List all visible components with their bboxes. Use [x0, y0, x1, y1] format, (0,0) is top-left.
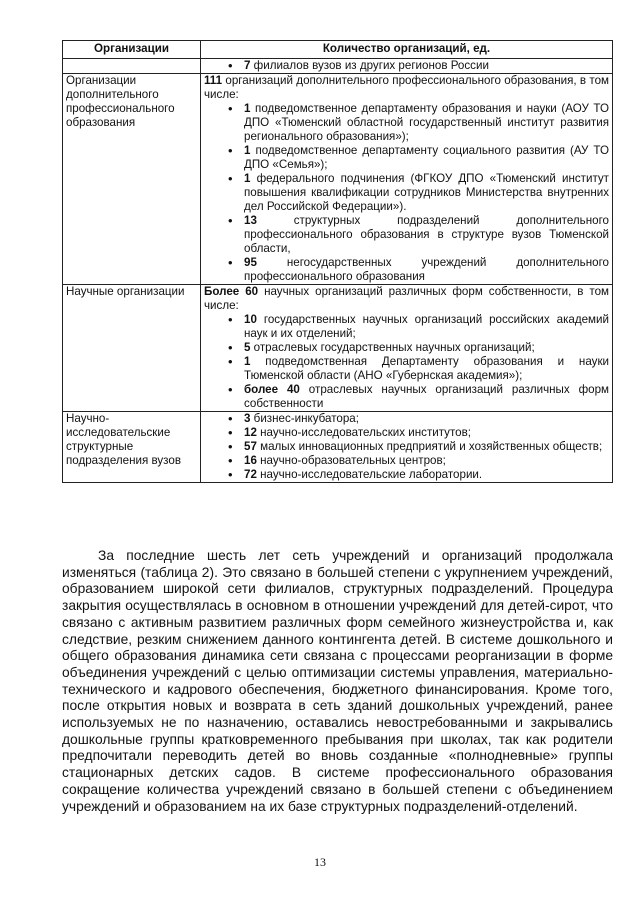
body-paragraph: За последние шесть лет сеть учреждений и организаций продолжала изменяться (таблица 2). Это связано в большей степени с укрупнением учреждений, образованием широкой сети филиалов, структурных подразделений. Процедура закрытия осуществлялась в основном в отношении учреждений для детей-сирот, что связано с активным развитием различных форм семейного жизнеустройства и, как следствие, резким снижением данного контингента детей. В системе дошкольного и общего образования динамика сети связана с процессами реорганизации в форме объединения учреждений с целью оптимизации системы управления, материально-технического и кадрового обеспечения, бюджетного финансирования. Кроме того, после открытия новых и возврата в сеть зданий дошкольных учреждений, ранее используемых не по назначению, оставались невостребованными и закрывались дошкольные группы кратковременного пребывания при школах, так как родители предпочитали переводить детей во вновь созданные «полнодневные» группы стационарных детских садов. В системе профессионального образования сокращение количества учреждений связано в большей степени с объединением учреждений и образованием на их базе структурных подразделений-отделений. — [62, 548, 613, 814]
page-number: 13 — [314, 855, 326, 869]
org-type-name: Научно-исследовательские структурные подразделения вузов — [63, 412, 201, 483]
table-cell-empty — [63, 59, 201, 74]
header-organizations: Организации — [63, 41, 201, 59]
list-item: • 12 научно-исследовательских институтов; — [244, 426, 609, 440]
table-row — [63, 412, 613, 483]
list-item: • 10 государственных научных организаций российских академий наук и их отделений; — [244, 313, 609, 341]
list-item: • 3 бизнес-инкубатора; — [244, 412, 609, 426]
list-item: • 57 малых инновационных предприятий и хозяйственных обществ; — [244, 440, 609, 454]
list-item: • 1 федерального подчинения (ФГКОУ ДПО «Тюменский институт повышения квалификации сотрудников Министерства внутренних дел Российской Федерации»). — [244, 172, 609, 214]
list-item: • 7 филиалов вузов из других регионов России — [244, 59, 609, 73]
list-item: • 13 структурных подразделений дополнительного профессионального образования в структуре вузов Тюменской области, — [244, 214, 609, 256]
list-item: • 16 научно-образовательных центров; — [244, 454, 609, 468]
list-item: • 1 подведомственная Департаменту образования и науки Тюменской области (АНО «Губернская академия»); — [244, 355, 609, 383]
table-cell-content — [201, 412, 613, 483]
list-item: • 1 подведомственное департаменту социального развития (АУ ТО ДПО «Семья»); — [244, 144, 609, 172]
organizations-table — [62, 40, 613, 483]
table-row — [63, 285, 613, 412]
row-lead: 111 организаций дополнительного профессионального образования, в том числе: — [204, 74, 609, 101]
table-cell-content — [201, 74, 613, 285]
table-row — [63, 74, 613, 285]
table-cell-content — [201, 285, 613, 412]
list-item: • 72 научно-исследовательские лаборатории. — [244, 468, 609, 482]
row-lead: Более 60 научных организаций различных форм собственности, в том числе: — [204, 285, 609, 312]
org-type-name: Научные организации — [63, 285, 201, 412]
list-item: • 1 подведомственное департаменту образования и науки (АОУ ТО ДПО «Тюменский областной государственный институт развития регионального образования»); — [244, 102, 609, 144]
table-row — [63, 59, 613, 74]
body-text — [62, 548, 613, 815]
table-cell-content — [201, 59, 613, 74]
table-header-row — [63, 41, 613, 59]
header-count: Количество организаций, ед. — [201, 41, 613, 59]
org-type-name: Организации дополнительного профессионального образования — [63, 74, 201, 285]
list-item: • 5 отраслевых государственных научных организаций; — [244, 341, 609, 355]
list-item: • 95 негосударственных учреждений дополнительного профессионального образования — [244, 256, 609, 284]
list-item: • более 40 отраслевых научных организаций различных форм собственности — [244, 383, 609, 411]
